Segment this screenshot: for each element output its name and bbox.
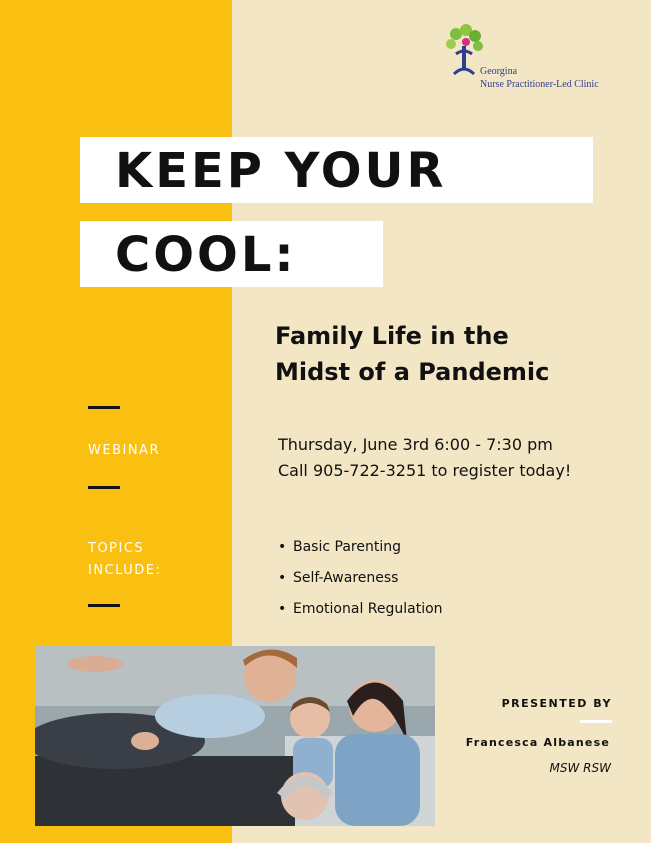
webinar-label: WEBINAR [88, 443, 160, 458]
divider [88, 486, 120, 489]
topics-label-line1: TOPICS [88, 541, 145, 556]
presented-by-heading: PRESENTED BY [501, 697, 612, 710]
title-box-line1 [80, 137, 593, 203]
topics-label-line2: INCLUDE: [88, 563, 162, 578]
presenter-credentials: MSW RSW [549, 761, 611, 775]
subtitle-line2: Midst of a Pandemic [275, 358, 550, 386]
event-info [278, 432, 638, 484]
topics-list [278, 536, 443, 629]
title-box-line2 [80, 221, 383, 287]
list-item: • Self-Awareness [278, 570, 399, 586]
page-title-line1: KEEP YOUR [115, 143, 447, 199]
list-item: • Basic Parenting [278, 539, 401, 555]
topic-label: Basic Parenting [293, 539, 401, 555]
event-register: Call 905-722-3251 to register today! [278, 461, 572, 480]
topic-label: Self-Awareness [293, 570, 399, 586]
topics-label [88, 538, 161, 582]
topic-label: Emotional Regulation [293, 601, 443, 617]
logo-text-georgina: Georgina [480, 66, 518, 77]
divider [88, 406, 120, 409]
divider [580, 720, 612, 723]
divider [88, 604, 120, 607]
tree-person-icon [444, 24, 484, 84]
page-title-line2: COOL: [115, 227, 297, 283]
clinic-logo [444, 24, 634, 94]
subtitle [275, 318, 615, 390]
subtitle-line1: Family Life in the [275, 322, 509, 350]
list-item: • Emotional Regulation [278, 601, 443, 617]
presenter-name: Francesca Albanese [465, 736, 610, 749]
event-datetime: Thursday, June 3rd 6:00 - 7:30 pm [278, 435, 553, 454]
family-photo [35, 646, 435, 826]
logo-text-clinic: Nurse Practitioner-Led Clinic [480, 79, 599, 90]
